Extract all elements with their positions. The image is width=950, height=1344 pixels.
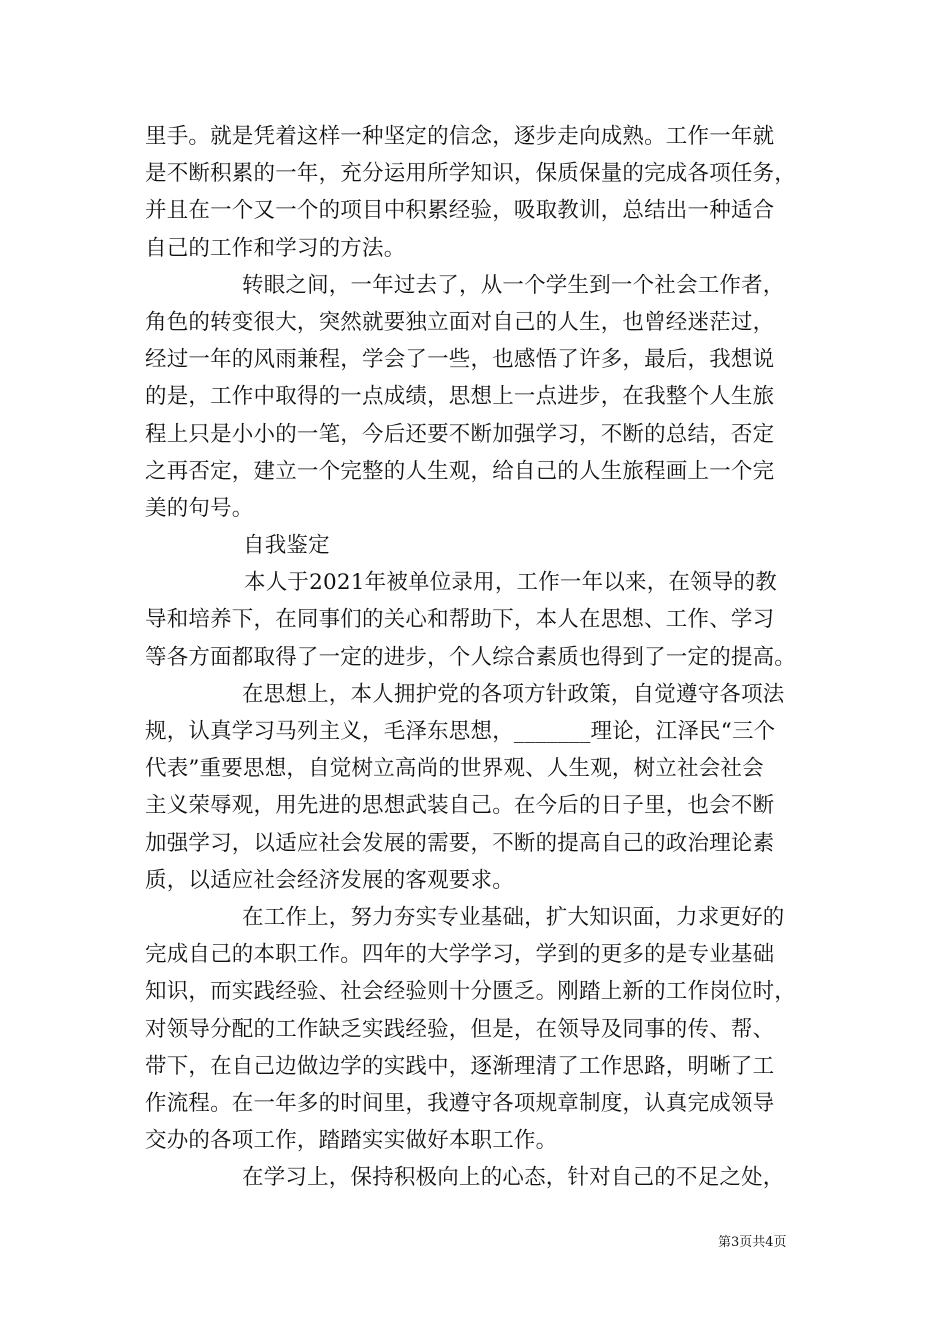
text-line: 在工作上，努力夯实专业基础，扩大知识面，力求更好的	[242, 904, 785, 930]
paragraph-1	[145, 118, 825, 267]
paragraph-2	[145, 267, 825, 527]
text-line: 转眼之间，一年过去了，从一个学生到一个社会工作者，	[242, 272, 785, 298]
document-body	[145, 118, 825, 1196]
paragraph-6	[145, 1159, 825, 1196]
text-line: 本人于2021年被单位录用，工作一年以来，在领导的教	[244, 570, 777, 596]
text-line: 加强学习，以适应社会发展的需要，不断的提高自己的政治理论素	[145, 830, 775, 856]
text-line: 角色的转变很大，突然就要独立面对自己的人生，也曾经迷茫过，	[145, 309, 775, 335]
text-line: 作流程。在一年多的时间里，我遵守各项规章制度，认真完成领导	[145, 1090, 775, 1116]
text-line: 代表”重要思想，自觉树立高尚的世界观、人生观，树立社会社会	[145, 756, 764, 782]
text-line: 自己的工作和学习的方法。	[145, 235, 406, 261]
section-title: 自我鉴定	[243, 533, 330, 559]
paragraph-5	[145, 899, 825, 1159]
section-heading	[145, 527, 825, 564]
paragraph-4	[145, 676, 825, 899]
text-line: 主义荣辱观，用先进的思想武装自己。在今后的日子里，也会不断	[145, 793, 775, 819]
text-line: 规，认真学习马列主义，毛泽东思想，_______理论，江泽民“三个	[145, 719, 776, 744]
text-line: 之再否定，建立一个完整的人生观，给自己的人生旅程画上一个完	[145, 458, 775, 484]
text-line: 带下，在自己边做边学的实践中，逐渐理清了工作思路，明晰了工	[145, 1053, 775, 1079]
paragraph-3	[145, 564, 825, 676]
text-line: 质，以适应社会经济发展的客观要求。	[145, 867, 514, 893]
text-line: 知识，而实践经验、社会经验则十分匮乏。刚踏上新的工作岗位时，	[145, 979, 797, 1005]
text-line: 在思想上，本人拥护党的各项方针政策，自觉遵守各项法	[242, 681, 785, 707]
text-line: 完成自己的本职工作。四年的大学学习，学到的更多的是专业基础	[145, 942, 775, 968]
text-line: 对领导分配的工作缺乏实践经验，但是，在领导及同事的传、帮、	[145, 1016, 775, 1042]
text-line: 经过一年的风雨兼程，学会了一些，也感悟了许多，最后，我想说	[145, 347, 775, 373]
text-line: 等各方面都取得了一定的进步，个人综合素质也得到了一定的提高。	[145, 644, 797, 670]
text-line: 是不断积累的一年，充分运用所学知识，保质保量的完成各项任务，	[145, 161, 797, 187]
text-line: 的是，工作中取得的一点成绩，思想上一点进步，在我整个人生旅	[145, 384, 775, 410]
text-line: 并且在一个又一个的项目中积累经验，吸取教训，总结出一种适合	[145, 198, 775, 224]
text-line: 导和培养下，在同事们的关心和帮助下，本人在思想、工作、学习	[145, 607, 775, 633]
text-line: 在学习上，保持积极向上的心态，针对自己的不足之处，	[242, 1165, 785, 1191]
text-line: 交办的各项工作，踏踏实实做好本职工作。	[145, 1128, 558, 1154]
text-line: 程上只是小小的一笔，今后还要不断加强学习，不断的总结，否定	[145, 421, 775, 447]
text-line: 里手。就是凭着这样一种坚定的信念，逐步走向成熟。工作一年就	[145, 124, 775, 149]
text-line: 美的句号。	[145, 495, 254, 521]
page-number: 第3页共4页	[718, 1235, 787, 1250]
